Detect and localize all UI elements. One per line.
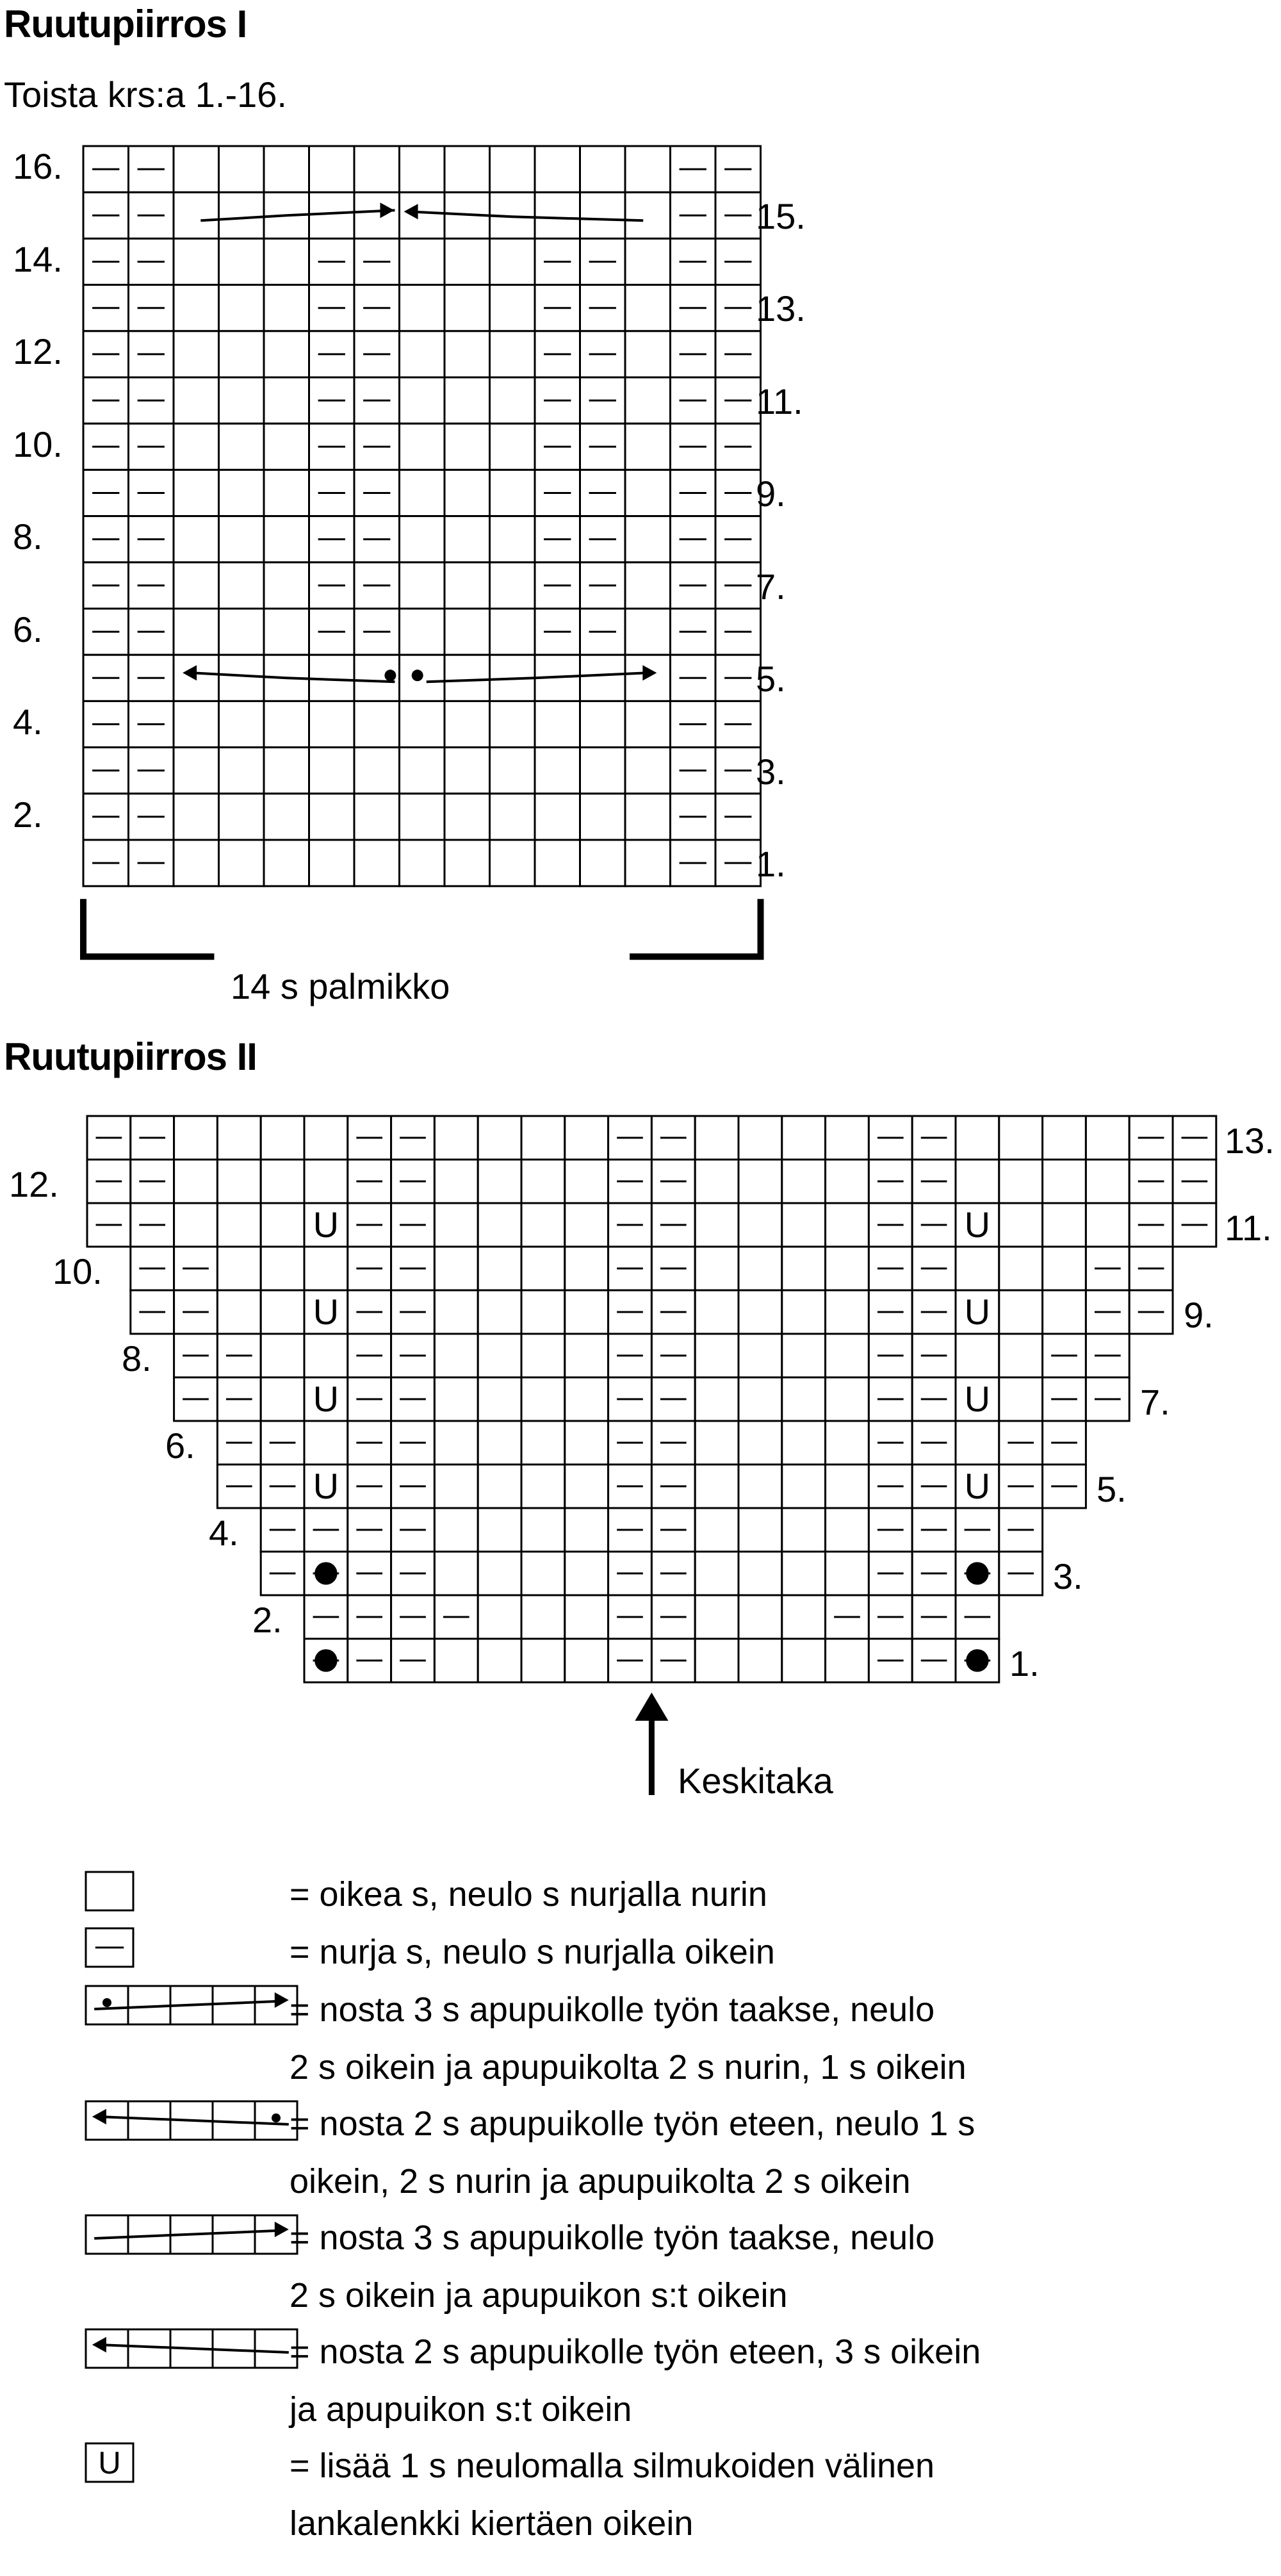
u-increase-symbol: U [313, 1466, 339, 1507]
chart2-row-label-right: 7. [1140, 1382, 1170, 1422]
chart1-row-label-right: 1. [756, 844, 786, 884]
chart1-row-label-right: 11. [756, 381, 803, 422]
chart1-row-label-right: 7. [756, 566, 786, 607]
u-increase-symbol: U [98, 2445, 121, 2481]
chart2-row-label-right: 13. [1225, 1120, 1275, 1161]
chart2-row-label-right: 1. [1009, 1643, 1040, 1684]
chart1-row-label-right: 13. [756, 288, 806, 329]
chart1-bracket-label: 14 s palmikko [231, 966, 450, 1006]
u-increase-symbol: U [964, 1205, 991, 1245]
chart-cell [213, 1986, 255, 2024]
chart2-row-label-right: 5. [1097, 1469, 1127, 1509]
u-increase-symbol: U [964, 1379, 991, 1420]
chart2-row-label-left: 2. [252, 1600, 282, 1640]
legend-text: lankalenkki kiertäen oikein [290, 2504, 694, 2543]
chart1-row-label-right: 15. [756, 196, 806, 236]
legend-text: ja apupuikon s:t oikein [290, 2390, 632, 2429]
legend-text: = lisää 1 s neulomalla silmukoiden välinen [290, 2447, 935, 2485]
bobble-dot-symbol [102, 1998, 111, 2007]
chart2-row-label-left: 12. [9, 1164, 59, 1204]
chart-cell [86, 2215, 128, 2254]
chart-cell [213, 2215, 255, 2254]
chart1-row-label-left: 8. [13, 516, 43, 557]
chart1-row-label-left: 2. [13, 794, 43, 835]
legend-text: = nosta 2 s apupuikolle työn eteen, neulo 1 s [290, 2104, 975, 2143]
chart-cell [86, 2329, 128, 2368]
chart-cell [86, 2101, 128, 2140]
chart1-row-label-left: 12. [13, 331, 63, 372]
chart1-row-label-left: 10. [13, 424, 63, 464]
chart1-row-label-left: 14. [13, 239, 63, 279]
u-increase-symbol: U [964, 1466, 991, 1507]
chart1-title: Ruutupiirros I [4, 3, 247, 45]
legend-text: 2 s oikein ja apupuikon s:t oikein [290, 2276, 788, 2315]
chart2-title: Ruutupiirros II [4, 1035, 257, 1078]
center-back-label: Keskitaka [678, 1760, 833, 1801]
chart1-row-label-left: 6. [13, 609, 43, 650]
legend-text: = nurja s, neulo s nurjalla oikein [290, 1933, 775, 1971]
u-increase-symbol: U [313, 1205, 339, 1245]
chart2-row-label-right: 11. [1225, 1208, 1272, 1248]
chart1-subtitle: Toista krs:a 1.-16. [4, 74, 287, 115]
chart2-row-label-left: 8. [122, 1338, 152, 1379]
legend-text: oikein, 2 s nurin ja apupuikolta 2 s oikein [290, 2162, 911, 2201]
chart-cell [86, 1872, 133, 1910]
chart1-row-label-right: 3. [756, 751, 786, 792]
legend-text: = nosta 2 s apupuikolle työn eteen, 3 s oikein [290, 2333, 981, 2371]
chart2-row-label-right: 3. [1053, 1556, 1083, 1596]
bobble-dot-symbol [272, 2113, 281, 2122]
u-increase-symbol: U [313, 1292, 339, 1333]
legend-text: = nosta 3 s apupuikolle työn taakse, neulo [290, 2219, 935, 2257]
chart2-row-label-left: 4. [209, 1513, 239, 1553]
chart1-row-label-right: 9. [756, 473, 786, 514]
legend-text: = nosta 3 s apupuikolle työn taakse, neulo [290, 1990, 935, 2029]
chart2-row-label-left: 10. [53, 1251, 102, 1292]
chart2-row-label-left: 6. [165, 1425, 195, 1466]
u-increase-symbol: U [964, 1292, 991, 1333]
chart1-row-label-left: 4. [13, 701, 43, 742]
chart1-row-label-left: 16. [13, 146, 63, 186]
chart2-row-label-right: 9. [1184, 1295, 1214, 1335]
legend-text: = oikea s, neulo s nurjalla nurin [290, 1875, 767, 1914]
u-increase-symbol: U [313, 1379, 339, 1420]
chart1-row-label-right: 5. [756, 659, 786, 699]
legend-text: 2 s oikein ja apupuikolta 2 s nurin, 1 s oikein [290, 2048, 967, 2087]
